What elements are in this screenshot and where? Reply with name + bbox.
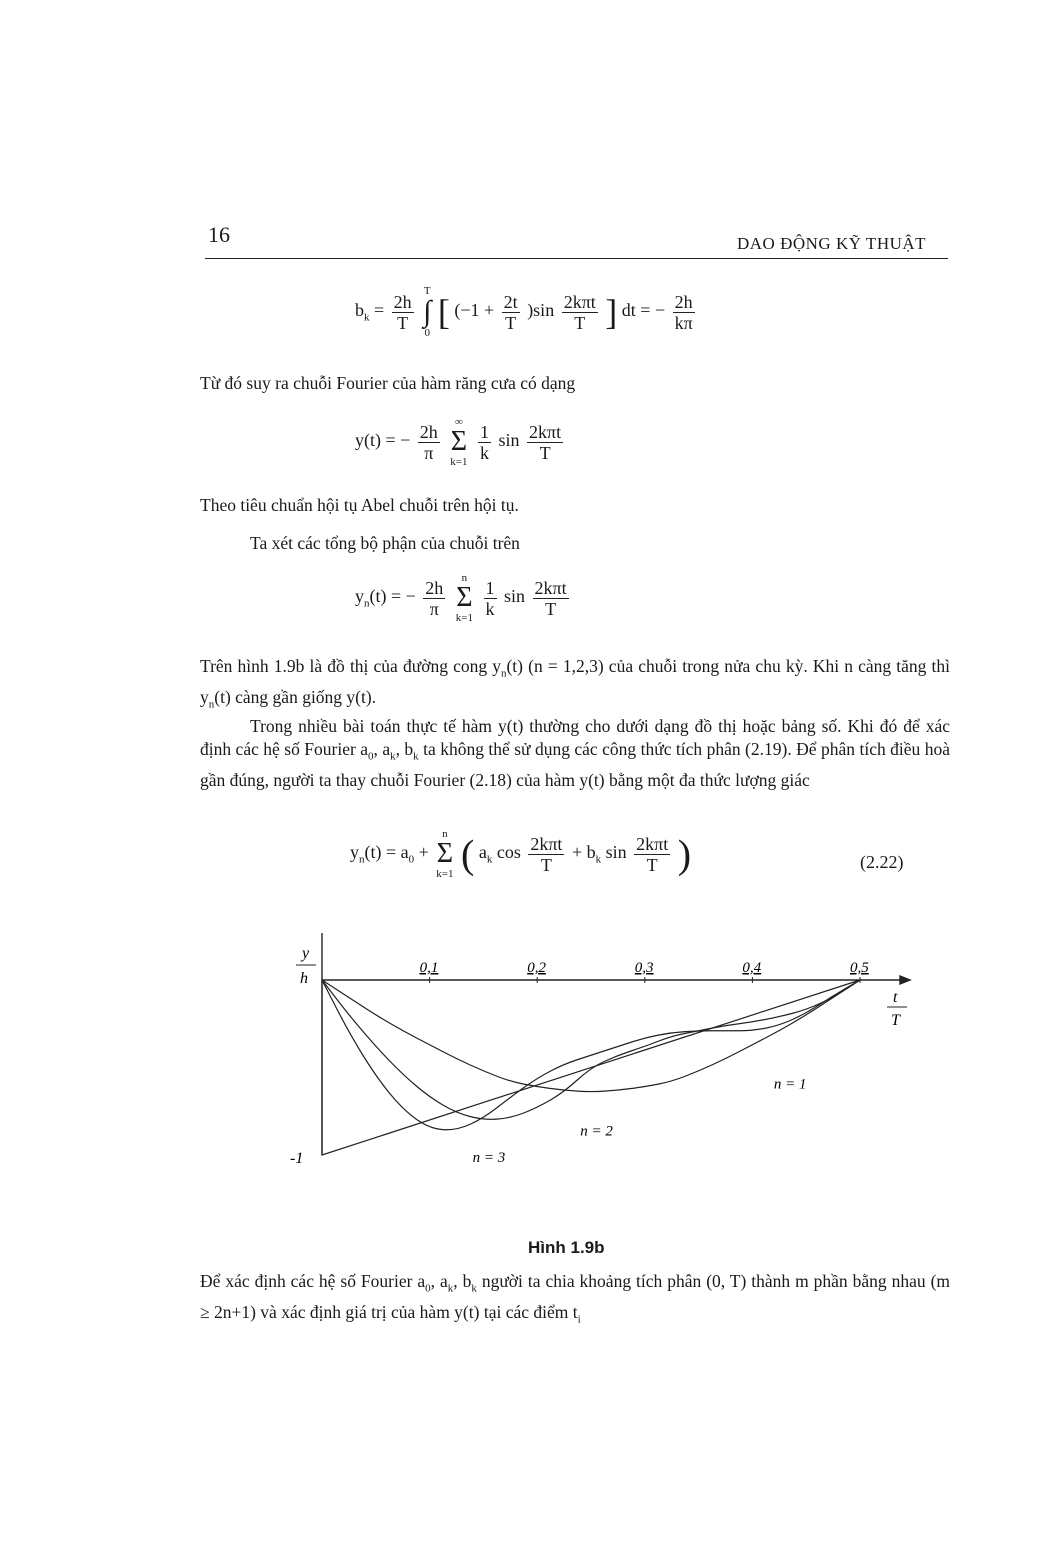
x-tick-label: 0,2 [527,960,546,976]
paragraph-coefficients: Để xác định các hệ số Fourier $a_0$, $a_k$, $b_k$ người ta chia khoảng tích phân (0, T) thành m phần bằng nhau (m ≥ 2n+1) và xác định giá trị của hàm y(t) tại các điểm $t_i$ [200,1271,951,1325]
page-number: 16 [208,222,230,247]
curve-label-n3: n = 3 [472,1149,506,1166]
curve-n1 [322,980,860,1092]
x-tick-label: 0,5 [850,960,869,976]
equation-2-22: $y_n(t) = a_0$ + n Σ k=1 ( $a_k$ cos $\frac{\text{2kπt}}{T}$ + $b_k$ sin $\frac{\text{2kπt}}{T}$ ) [350,828,692,880]
equation-yn: $y_n(t)$ = − $\frac{2h}{\pi}$ n Σ k=1 $\frac{1}{k}$ sin $\frac{\text{2kπt}}{T}$ [355,572,567,624]
x-axis-arrow [900,976,910,984]
paragraph-abel: Theo tiêu chuẩn hội tụ Abel chuỗi trên hội tụ. [200,495,519,515]
y-min-label: -1 [290,1150,304,1167]
paragraph-figure-ref: Trên hình 1.9b là đồ thị của đường cong $y_n(t) (n = 1,2,3)$ của chuỗi trong nửa chu kỳ. Khi n càng tăng thì $y_n(t)$ càng gần giống y(t). [200,656,950,710]
y-label-num: y [302,945,310,962]
y-label-den: h [300,970,308,987]
curve-label-n1: n = 1 [773,1076,807,1093]
figure-1-9b [280,925,920,1175]
x-tick-label: 0,1 [419,960,439,976]
axes [322,933,910,1155]
header-rule [205,258,948,259]
figure-caption: Hình 1.9b [528,1238,605,1257]
x-tick-label: 0,3 [634,960,654,976]
curve-n2 [322,980,860,1119]
paragraph-partial-sums: Ta xét các tổng bộ phận của chuỗi trên [250,533,520,553]
curve-label-n2: n = 2 [580,1123,613,1140]
x-label-den: T [891,1012,900,1029]
paragraph-fourier-intro: Từ đó suy ra chuỗi Fourier của hàm răng cưa có dạng [200,373,576,393]
curve-n3 [322,980,860,1130]
equation-number: (2.22) [860,852,904,872]
running-title: DAO ĐỘNG KỸ THUẬT [737,234,927,253]
paragraph-approximation: Trong nhiều bài toán thực tế hàm y(t) thường cho dưới dạng đồ thị hoặc bảng số. Khi đó để xác định các hệ số Fourier $a_0$, $a_k$, $b_k$ ta không thể sử dụng các công thức tích phân (2.19). Để phân tích điều hoà gần đúng, người ta thay chuỗi Fourier (2.18) của hàm y(t) bằng một đa thức lượng giác [200,716,950,790]
x-label-num: t [893,989,898,1006]
equation-bk: $b_k$ = $\frac{2h}{T}$ T ∫ 0 [ (−1 + $\frac{2t}{T}$ )sin $\frac{\text{2kπt}}{T}$ ] dt = − $\frac{2h}{k\pi}$ [355,285,693,339]
x-tick-label: 0,4 [742,960,762,976]
equation-yt: y(t) = − $\frac{2h}{\pi}$ ∞ Σ k=1 $\frac{1}{k}$ sin $\frac{\text{2kπt}}{T}$ [355,416,562,468]
